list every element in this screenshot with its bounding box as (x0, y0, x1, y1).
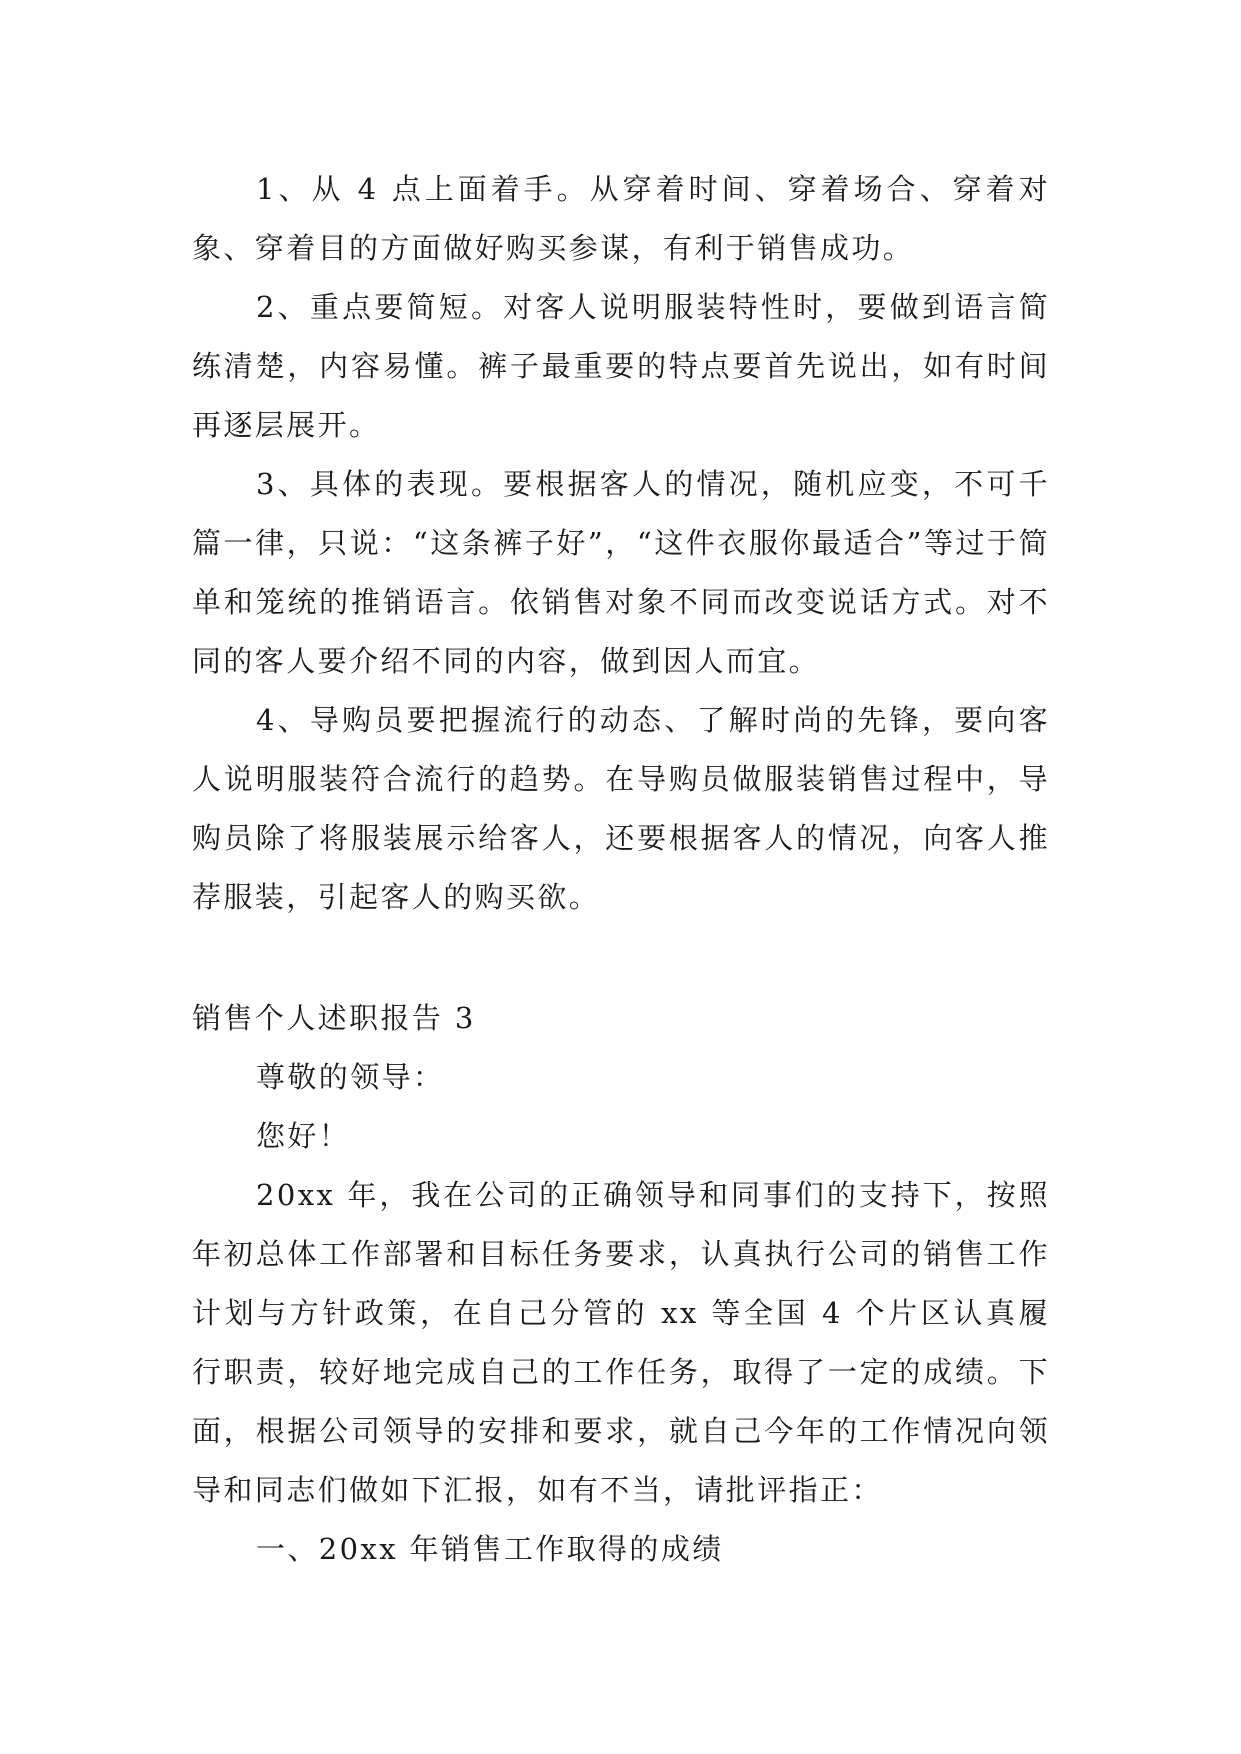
hello-line: 您好！ (256, 1119, 351, 1153)
section-spacer (192, 927, 1050, 989)
paragraph-tip-3: 3、具体的表现。要根据客人的情况，随机应变，不可千篇一律，只说：“这条裤子好”，“这件衣服你最适合”等过于简单和笼统的推销语言。依销售对象不同而改变说话方式。对不同的客人要介绍不同的内容，做到因人而宜。 (192, 467, 1050, 678)
report-body-paragraph: 20xx 年，我在公司的正确领导和同事们的支持下，按照年初总体工作部署和目标任务要求，认真执行公司的销售工作计划与方针政策，在自己分管的 xx 等全国 4 个片区认真履行职责，较好地完成自己的工作任务，取得了一定的成绩。下面，根据公司领导的安排和要求，就自己今年的工作情况向领导和同志们做如下汇报，如有不当，请批评指正： (192, 1178, 1050, 1507)
paragraph-tip-4: 4、导购员要把握流行的动态、了解时尚的先锋，要向客人说明服装符合流行的趋势。在导购员做服装销售过程中，导购员除了将服装展示给客人，还要根据客人的情况，向客人推荐服装，引起客人的购买欲。 (192, 703, 1050, 914)
greeting-line: 尊敬的领导： (256, 1060, 445, 1094)
document-page (192, 160, 1050, 1579)
paragraph-tip-2: 2、重点要简短。对客人说明服装特性时，要做到语言简练清楚，内容易懂。裤子最重要的特点要首先说出，如有时间再逐层展开。 (192, 290, 1050, 442)
section-subheading: 一、20xx 年销售工作取得的成绩 (256, 1532, 724, 1566)
report-title: 销售个人述职报告 3 (192, 1001, 476, 1035)
paragraph-tip-1: 1、从 4 点上面着手。从穿着时间、穿着场合、穿着对象、穿着目的方面做好购买参谋，有利于销售成功。 (192, 172, 1050, 265)
